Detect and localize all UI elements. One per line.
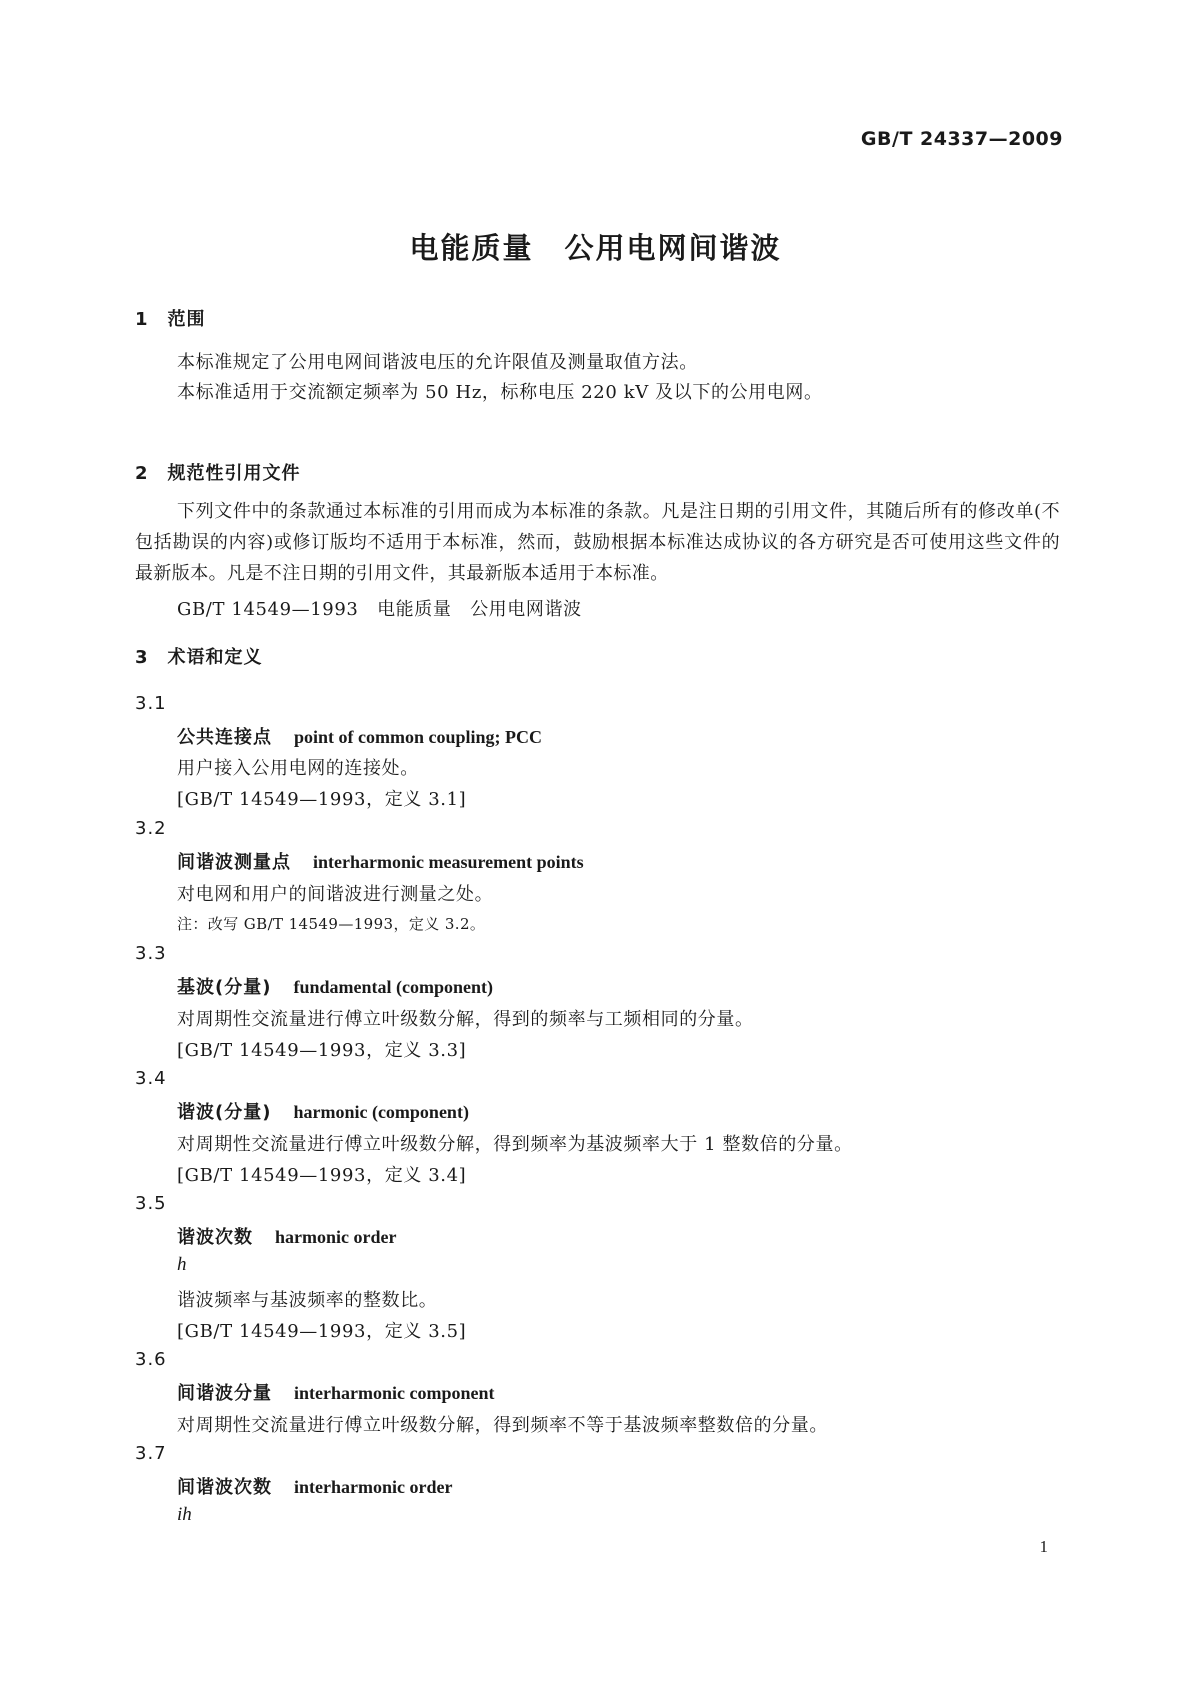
term-zh: 谐波(分量) [177, 1102, 272, 1123]
term-heading [177, 1223, 396, 1249]
term-en: fundamental (component) [293, 977, 493, 997]
term-definition: 谐波频率与基波频率的整数比。 [177, 1290, 438, 1311]
normative-reference: GB/T 14549—1993 电能质量 公用电网谐波 [177, 599, 582, 620]
section-2-paragraph: 下列文件中的条款通过本标准的引用而成为本标准的条款。凡是注日期的引用文件，其随后所有的修改单(不包括勘误的内容)或修订版均不适用于本标准，然而，鼓励根据本标准达成协议的各方研究是否可使用这些文件的最新版本。凡是不注日期的引用文件，其最新版本适用于本标准。 [135, 501, 1060, 584]
term-en: interharmonic measurement points [313, 852, 584, 872]
section-2-heading: 2 规范性引用文件 [135, 463, 301, 484]
term-en: point of common coupling; PCC [294, 727, 543, 747]
section-3-heading: 3 术语和定义 [135, 647, 263, 668]
standard-number: GB/T 24337—2009 [860, 128, 1063, 150]
term-heading [177, 848, 584, 874]
term-note: 注：改写 GB/T 14549—1993，定义 3.2。 [177, 915, 486, 933]
term-source: [GB/T 14549—1993，定义 3.1] [177, 789, 467, 810]
term-en: harmonic order [275, 1227, 397, 1247]
term-number: 3.2 [135, 818, 167, 839]
term-number: 3.5 [135, 1193, 167, 1214]
term-number: 3.4 [135, 1068, 167, 1089]
term-en: harmonic (component) [293, 1102, 469, 1122]
term-definition: 对周期性交流量进行傅立叶级数分解，得到频率不等于基波频率整数倍的分量。 [177, 1415, 828, 1436]
document-title: 电能质量 公用电网间谐波 [409, 231, 782, 265]
term-definition: 用户接入公用电网的连接处。 [177, 758, 419, 779]
term-definition: 对周期性交流量进行傅立叶级数分解，得到的频率与工频相同的分量。 [177, 1009, 754, 1030]
term-source: [GB/T 14549—1993，定义 3.4] [177, 1165, 467, 1186]
term-zh: 间谐波测量点 [177, 852, 291, 873]
term-heading [177, 1473, 452, 1499]
term-en: interharmonic order [294, 1477, 453, 1497]
term-zh: 谐波次数 [177, 1227, 253, 1248]
term-heading [177, 973, 493, 999]
term-zh: 间谐波次数 [177, 1477, 272, 1498]
term-zh: 间谐波分量 [177, 1383, 272, 1404]
term-number: 3.1 [135, 693, 167, 714]
term-heading [177, 1098, 469, 1124]
term-source: [GB/T 14549—1993，定义 3.3] [177, 1040, 467, 1061]
term-symbol: ih [177, 1504, 192, 1525]
term-number: 3.6 [135, 1349, 167, 1370]
page-number: 1 [1039, 1537, 1048, 1556]
section-1-paragraph-1: 本标准规定了公用电网间谐波电压的允许限值及测量取值方法。 [177, 352, 698, 373]
term-zh: 公共连接点 [177, 727, 272, 748]
term-definition: 对电网和用户的间谐波进行测量之处。 [177, 884, 494, 905]
term-heading [177, 1379, 494, 1405]
term-source: [GB/T 14549—1993，定义 3.5] [177, 1321, 467, 1342]
term-number: 3.7 [135, 1443, 167, 1464]
term-en: interharmonic component [294, 1383, 495, 1403]
term-heading [177, 723, 542, 749]
section-1-paragraph-2: 本标准适用于交流额定频率为 50 Hz，标称电压 220 kV 及以下的公用电网。 [177, 382, 823, 403]
term-number: 3.3 [135, 943, 167, 964]
term-definition: 对周期性交流量进行傅立叶级数分解，得到频率为基波频率大于 1 整数倍的分量。 [177, 1134, 853, 1155]
term-zh: 基波(分量) [177, 977, 272, 998]
term-symbol: h [177, 1254, 187, 1275]
section-1-heading: 1 范围 [135, 309, 206, 330]
